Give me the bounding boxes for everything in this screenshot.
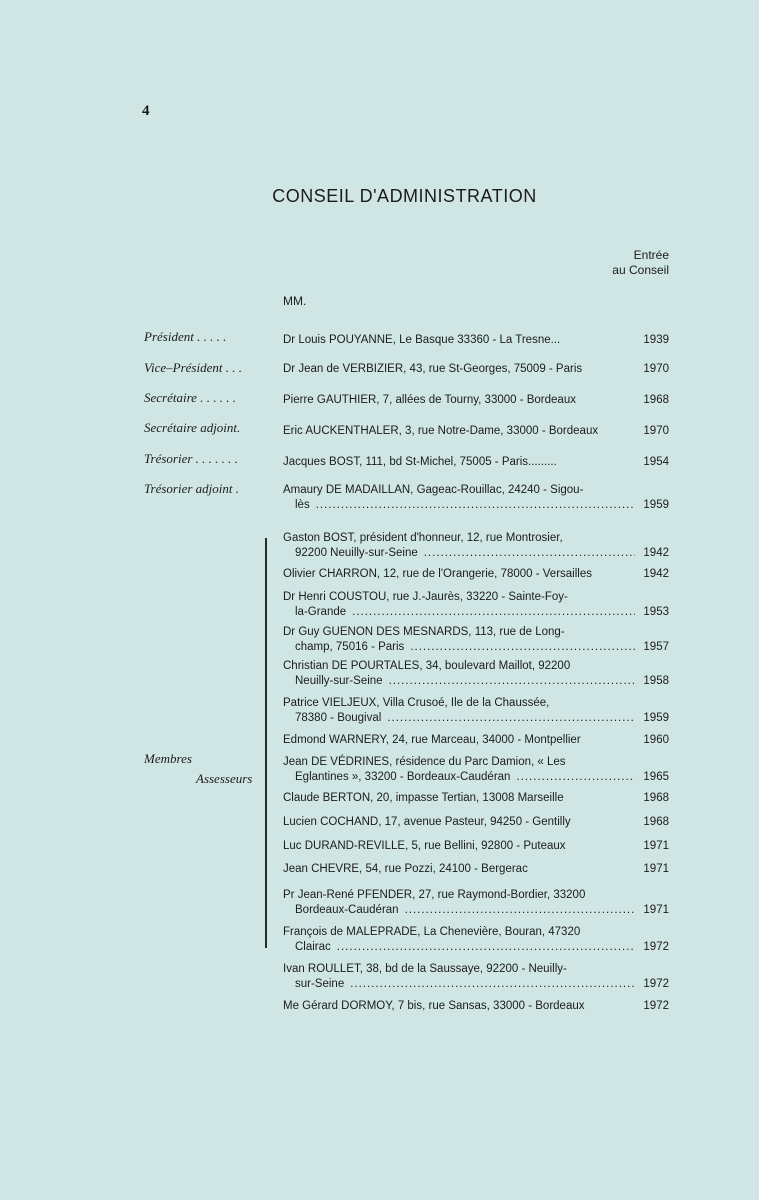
- member-year: 1968: [643, 792, 669, 804]
- member-year: 1971: [643, 840, 669, 852]
- member-name-cont: sur-Seine: [295, 978, 345, 990]
- officer-entry: [283, 455, 669, 470]
- member-year: 1971: [643, 904, 669, 916]
- member-entry: [283, 659, 669, 689]
- entree-label: Entrée: [633, 248, 669, 262]
- member-entry: [283, 925, 669, 955]
- member-name-cont: Neuilly-sur-Seine: [295, 675, 383, 687]
- member-entry: [283, 733, 669, 748]
- member-entry: [283, 962, 669, 992]
- officer-entry: [283, 483, 669, 513]
- member-name-cont: Eglantines », 33200 - Bordeaux-Caudéran: [295, 771, 511, 783]
- member-name: Patrice VIELJEUX, Villa Crusoé, Ile de la Chaussée,: [283, 697, 550, 709]
- member-year: 1972: [643, 1000, 669, 1012]
- member-entry: [283, 999, 669, 1014]
- member-name-cont: 92200 Neuilly-sur-Seine: [295, 547, 418, 559]
- officer-name: Eric AUCKENTHALER, 3, rue Notre-Dame, 33000 - Bordeaux: [283, 425, 599, 437]
- officer-entry: [283, 424, 669, 439]
- au-conseil-label: au Conseil: [612, 263, 669, 277]
- member-name: Lucien COCHAND, 17, avenue Pasteur, 94250 - Gentilly: [283, 816, 571, 828]
- member-name: François de MALEPRADE, La Chenevière, Bouran, 47320: [283, 926, 581, 938]
- officer-name: Jacques BOST, 111, bd St-Michel, 75005 - Paris.........: [283, 456, 557, 468]
- member-entry: [283, 791, 669, 806]
- member-name: Me Gérard DORMOY, 7 bis, rue Sansas, 33000 - Bordeaux: [283, 1000, 585, 1012]
- officer-name-cont: lès: [295, 499, 310, 511]
- officer-entry: [283, 393, 669, 408]
- member-name: Gaston BOST, président d'honneur, 12, rue Montrosier,: [283, 532, 563, 544]
- officer-entry: [283, 333, 669, 348]
- officer-year: 1939: [643, 334, 669, 346]
- member-entry: [283, 531, 669, 561]
- officer-year: 1968: [643, 394, 669, 406]
- member-year: 1971: [643, 863, 669, 875]
- page-number: 4: [142, 103, 150, 119]
- member-entry: [283, 755, 669, 785]
- salutation: MM.: [283, 294, 307, 308]
- member-name: Dr Guy GUENON DES MESNARDS, 113, rue de Long-: [283, 626, 565, 638]
- member-entry: [283, 567, 669, 582]
- member-year: 1972: [643, 941, 669, 953]
- officer-year: 1970: [643, 363, 669, 375]
- member-name: Claude BERTON, 20, impasse Tertian, 13008 Marseille: [283, 792, 564, 804]
- officer-entry: [283, 362, 669, 377]
- role-vice-president: Vice–Président . . .: [144, 360, 242, 375]
- page-title: CONSEIL D'ADMINISTRATION: [272, 186, 537, 206]
- members-bracket: [265, 538, 270, 948]
- member-name-cont: champ, 75016 - Paris: [295, 641, 405, 653]
- role-president: Président . . . . .: [144, 329, 227, 344]
- member-name-cont: la-Grande: [295, 606, 347, 618]
- member-year: 1942: [643, 568, 669, 580]
- role-tresorier: Trésorier . . . . . . .: [144, 451, 238, 466]
- role-secretaire: Secrétaire . . . . . .: [144, 390, 236, 405]
- member-entry: [283, 888, 669, 918]
- member-entry: [283, 862, 669, 877]
- member-name: Dr Henri COUSTOU, rue J.-Jaurès, 33220 - Sainte-Foy-: [283, 591, 568, 603]
- member-year: 1972: [643, 978, 669, 990]
- member-year: 1957: [643, 641, 669, 653]
- member-name: Pr Jean-René PFENDER, 27, rue Raymond-Bordier, 33200: [283, 889, 586, 901]
- member-year: 1960: [643, 734, 669, 746]
- member-year: 1942: [643, 547, 669, 559]
- officer-name: Dr Jean de VERBIZIER, 43, rue St-Georges, 75009 - Paris: [283, 363, 583, 375]
- officer-name: Dr Louis POUYANNE, Le Basque 33360 - La Tresne...: [283, 334, 561, 346]
- role-secretaire-adjoint: Secrétaire adjoint.: [144, 420, 241, 435]
- assesseurs-label: Assesseurs: [196, 771, 253, 786]
- member-year: 1959: [643, 712, 669, 724]
- officer-name: Amaury DE MADAILLAN, Gageac-Rouillac, 24240 - Sigou-: [283, 484, 584, 496]
- officer-year: 1954: [643, 456, 669, 468]
- member-entry: [283, 590, 669, 620]
- member-name: Luc DURAND-REVILLE, 5, rue Bellini, 92800 - Puteaux: [283, 840, 566, 852]
- member-name-cont: Bordeaux-Caudéran: [295, 904, 399, 916]
- role-tresorier-adjoint: Trésorier adjoint .: [144, 481, 239, 496]
- member-entry: [283, 839, 669, 854]
- member-entry: [283, 696, 669, 726]
- officer-year: 1970: [643, 425, 669, 437]
- member-name: Edmond WARNERY, 24, rue Marceau, 34000 - Montpellier: [283, 734, 581, 746]
- member-entry: [283, 815, 669, 830]
- officer-year: 1959: [643, 499, 669, 511]
- member-year: 1958: [643, 675, 669, 687]
- entree-header: [612, 248, 669, 278]
- membres-label: Membres: [144, 751, 192, 766]
- member-name-cont: 78380 - Bougival: [295, 712, 382, 724]
- member-name: Jean DE VÉDRINES, résidence du Parc Damion, « Les: [283, 756, 566, 768]
- member-entry: [283, 625, 669, 655]
- member-name: Olivier CHARRON, 12, rue de l'Orangerie, 78000 - Versailles: [283, 568, 592, 580]
- member-name-cont: Clairac: [295, 941, 331, 953]
- member-year: 1953: [643, 606, 669, 618]
- member-name: Ivan ROULLET, 38, bd de la Saussaye, 92200 - Neuilly-: [283, 963, 567, 975]
- member-name: Christian DE POURTALES, 34, boulevard Maillot, 92200: [283, 660, 571, 672]
- member-year: 1965: [643, 771, 669, 783]
- officer-name: Pierre GAUTHIER, 7, allées de Tourny, 33000 - Bordeaux: [283, 394, 576, 406]
- member-year: 1968: [643, 816, 669, 828]
- member-name: Jean CHEVRE, 54, rue Pozzi, 24100 - Bergerac: [283, 863, 528, 875]
